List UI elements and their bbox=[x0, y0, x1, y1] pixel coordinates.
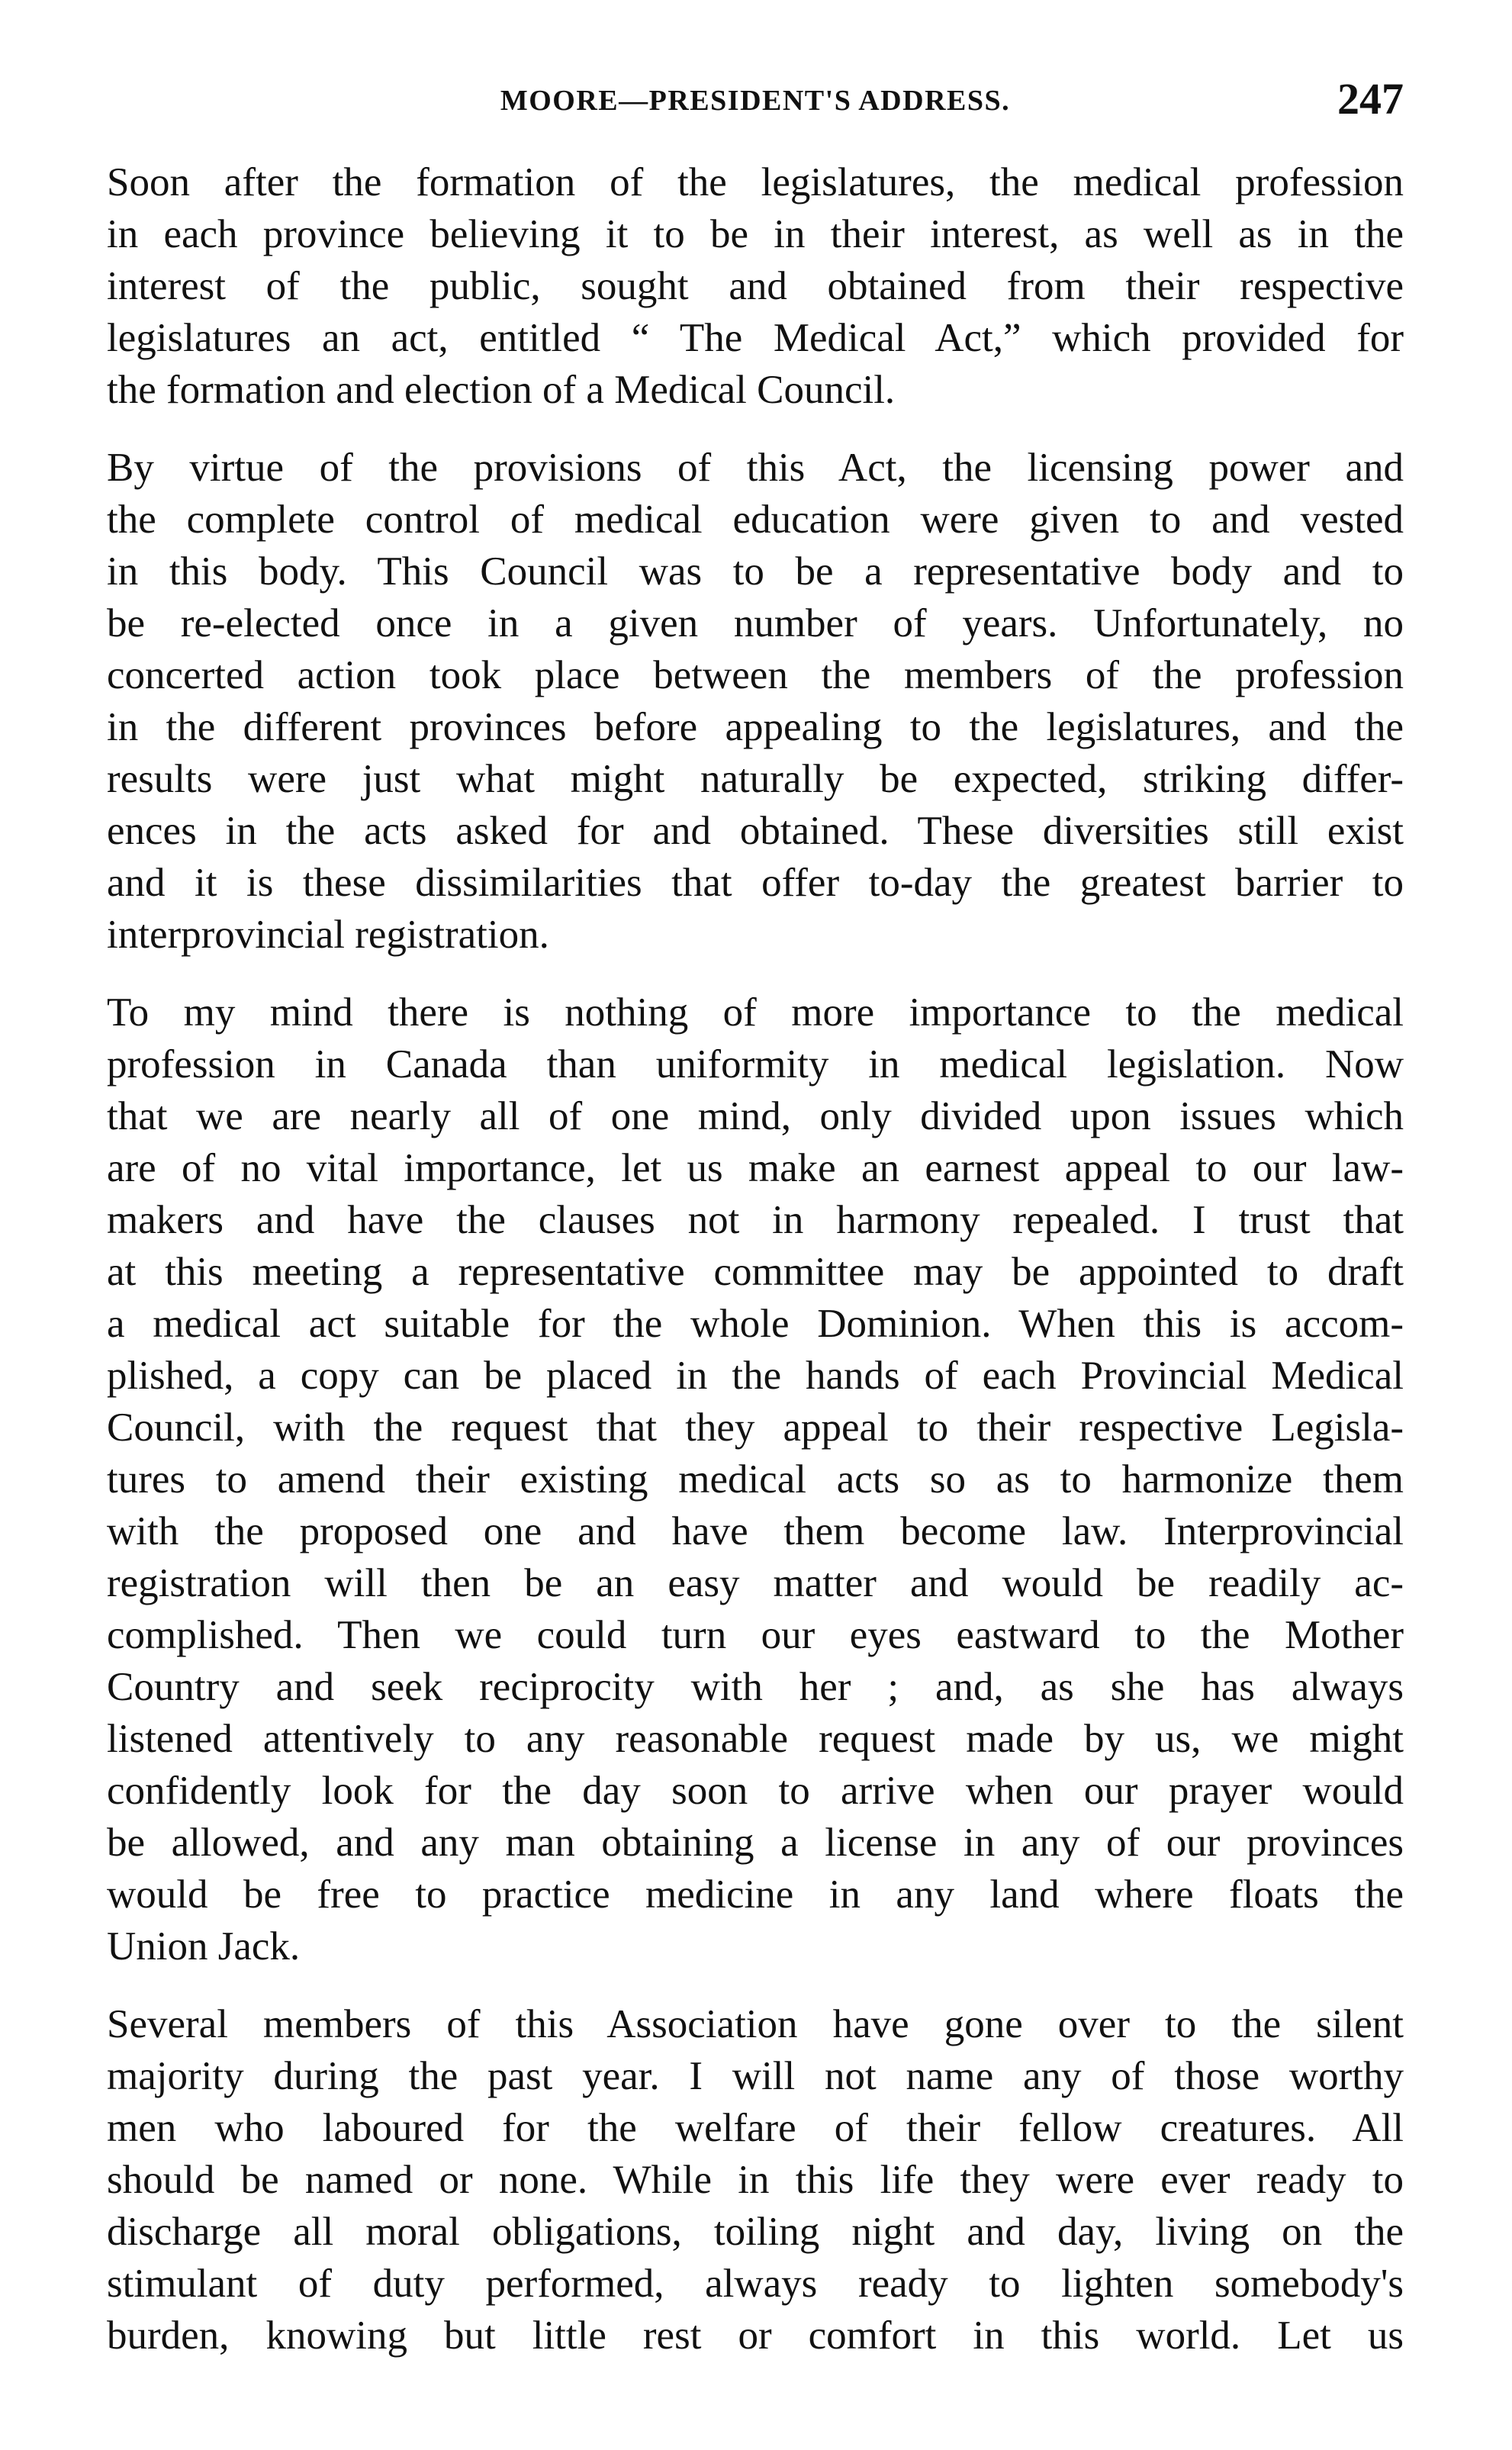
text-line: To my mind there is nothing of more importance to the medical bbox=[107, 990, 1404, 1035]
paragraph bbox=[107, 1998, 1404, 2361]
text-line: plished, a copy can be placed in the hands of each Provincial Medical bbox=[107, 1354, 1404, 1398]
text-line: legislatures an act, entitled “ The Medical Act,” which provided for bbox=[107, 316, 1404, 360]
text-line: confidently look for the day soon to arrive when our prayer would bbox=[107, 1769, 1404, 1813]
text-line: Soon after the formation of the legislatures, the medical profession bbox=[107, 160, 1404, 204]
running-title: MOORE—PRESIDENT'S ADDRESS. bbox=[500, 85, 1011, 117]
text-line: are of no vital importance, let us make an earnest appeal to our law- bbox=[107, 1146, 1404, 1190]
text-line: concerted action took place between the members of the profession bbox=[107, 653, 1404, 697]
text-line: a medical act suitable for the whole Dominion. When this is accom- bbox=[107, 1302, 1404, 1346]
text-line: majority during the past year. I will not name any of those worthy bbox=[107, 2054, 1404, 2098]
text-line: in each province believing it to be in their interest, as well as in the bbox=[107, 212, 1404, 256]
text-line: burden, knowing but little rest or comfort in this world. Let us bbox=[107, 2313, 1404, 2358]
text-line: Union Jack. bbox=[107, 1924, 301, 1969]
text-line: complished. Then we could turn our eyes eastward to the Mother bbox=[107, 1613, 1404, 1657]
text-line: and it is these dissimilarities that offer to-day the greatest barrier to bbox=[107, 861, 1404, 905]
text-line: listened attentively to any reasonable request made by us, we might bbox=[107, 1717, 1404, 1761]
text-line: be re-elected once in a given number of years. Unfortunately, no bbox=[107, 601, 1404, 645]
text-line: be allowed, and any man obtaining a license in any of our provinces bbox=[107, 1821, 1404, 1865]
text-line: Several members of this Association have gone over to the silent bbox=[107, 2002, 1404, 2046]
text-line: in the different provinces before appealing to the legislatures, and the bbox=[107, 705, 1404, 749]
text-line: men who laboured for the welfare of their fellow creatures. All bbox=[107, 2106, 1404, 2150]
text-line: Country and seek reciprocity with her ; and, as she has always bbox=[107, 1665, 1404, 1709]
page-number: 247 bbox=[1337, 74, 1404, 124]
text-line: registration will then be an easy matter and would be readily ac- bbox=[107, 1561, 1404, 1605]
text-line: in this body. This Council was to be a representative body and to bbox=[107, 549, 1404, 594]
text-line: at this meeting a representative committee may be appointed to draft bbox=[107, 1250, 1404, 1294]
paragraph bbox=[107, 442, 1404, 961]
text-line: the formation and election of a Medical Council. bbox=[107, 368, 896, 412]
text-line: with the proposed one and have them become law. Interprovincial bbox=[107, 1509, 1404, 1553]
body-text bbox=[107, 156, 1404, 2387]
text-line: stimulant of duty performed, always ready to lighten somebody's bbox=[107, 2262, 1404, 2306]
text-line: interprovincial registration. bbox=[107, 913, 549, 957]
text-line: By virtue of the provisions of this Act, the licensing power and bbox=[107, 446, 1404, 490]
text-line: should be named or none. While in this life they were ever ready to bbox=[107, 2158, 1404, 2202]
text-line: results were just what might naturally be expected, striking differ- bbox=[107, 757, 1404, 801]
text-line: makers and have the clauses not in harmony repealed. I trust that bbox=[107, 1198, 1404, 1242]
text-line: interest of the public, sought and obtained from their respective bbox=[107, 264, 1404, 308]
running-header bbox=[107, 73, 1404, 134]
text-line: that we are nearly all of one mind, only divided upon issues which bbox=[107, 1094, 1404, 1138]
text-line: discharge all moral obligations, toiling night and day, living on the bbox=[107, 2210, 1404, 2254]
text-line: would be free to practice medicine in any land where floats the bbox=[107, 1872, 1404, 1917]
text-line: tures to amend their existing medical acts so as to harmonize them bbox=[107, 1457, 1404, 1502]
text-line: profession in Canada than uniformity in medical legislation. Now bbox=[107, 1042, 1404, 1087]
text-line: ences in the acts asked for and obtained. These diversities still exist bbox=[107, 809, 1404, 853]
text-line: the complete control of medical education were given to and vested bbox=[107, 497, 1404, 542]
paragraph bbox=[107, 987, 1404, 1972]
paragraph bbox=[107, 156, 1404, 416]
text-line: Council, with the request that they appeal to their respective Legisla- bbox=[107, 1405, 1404, 1450]
